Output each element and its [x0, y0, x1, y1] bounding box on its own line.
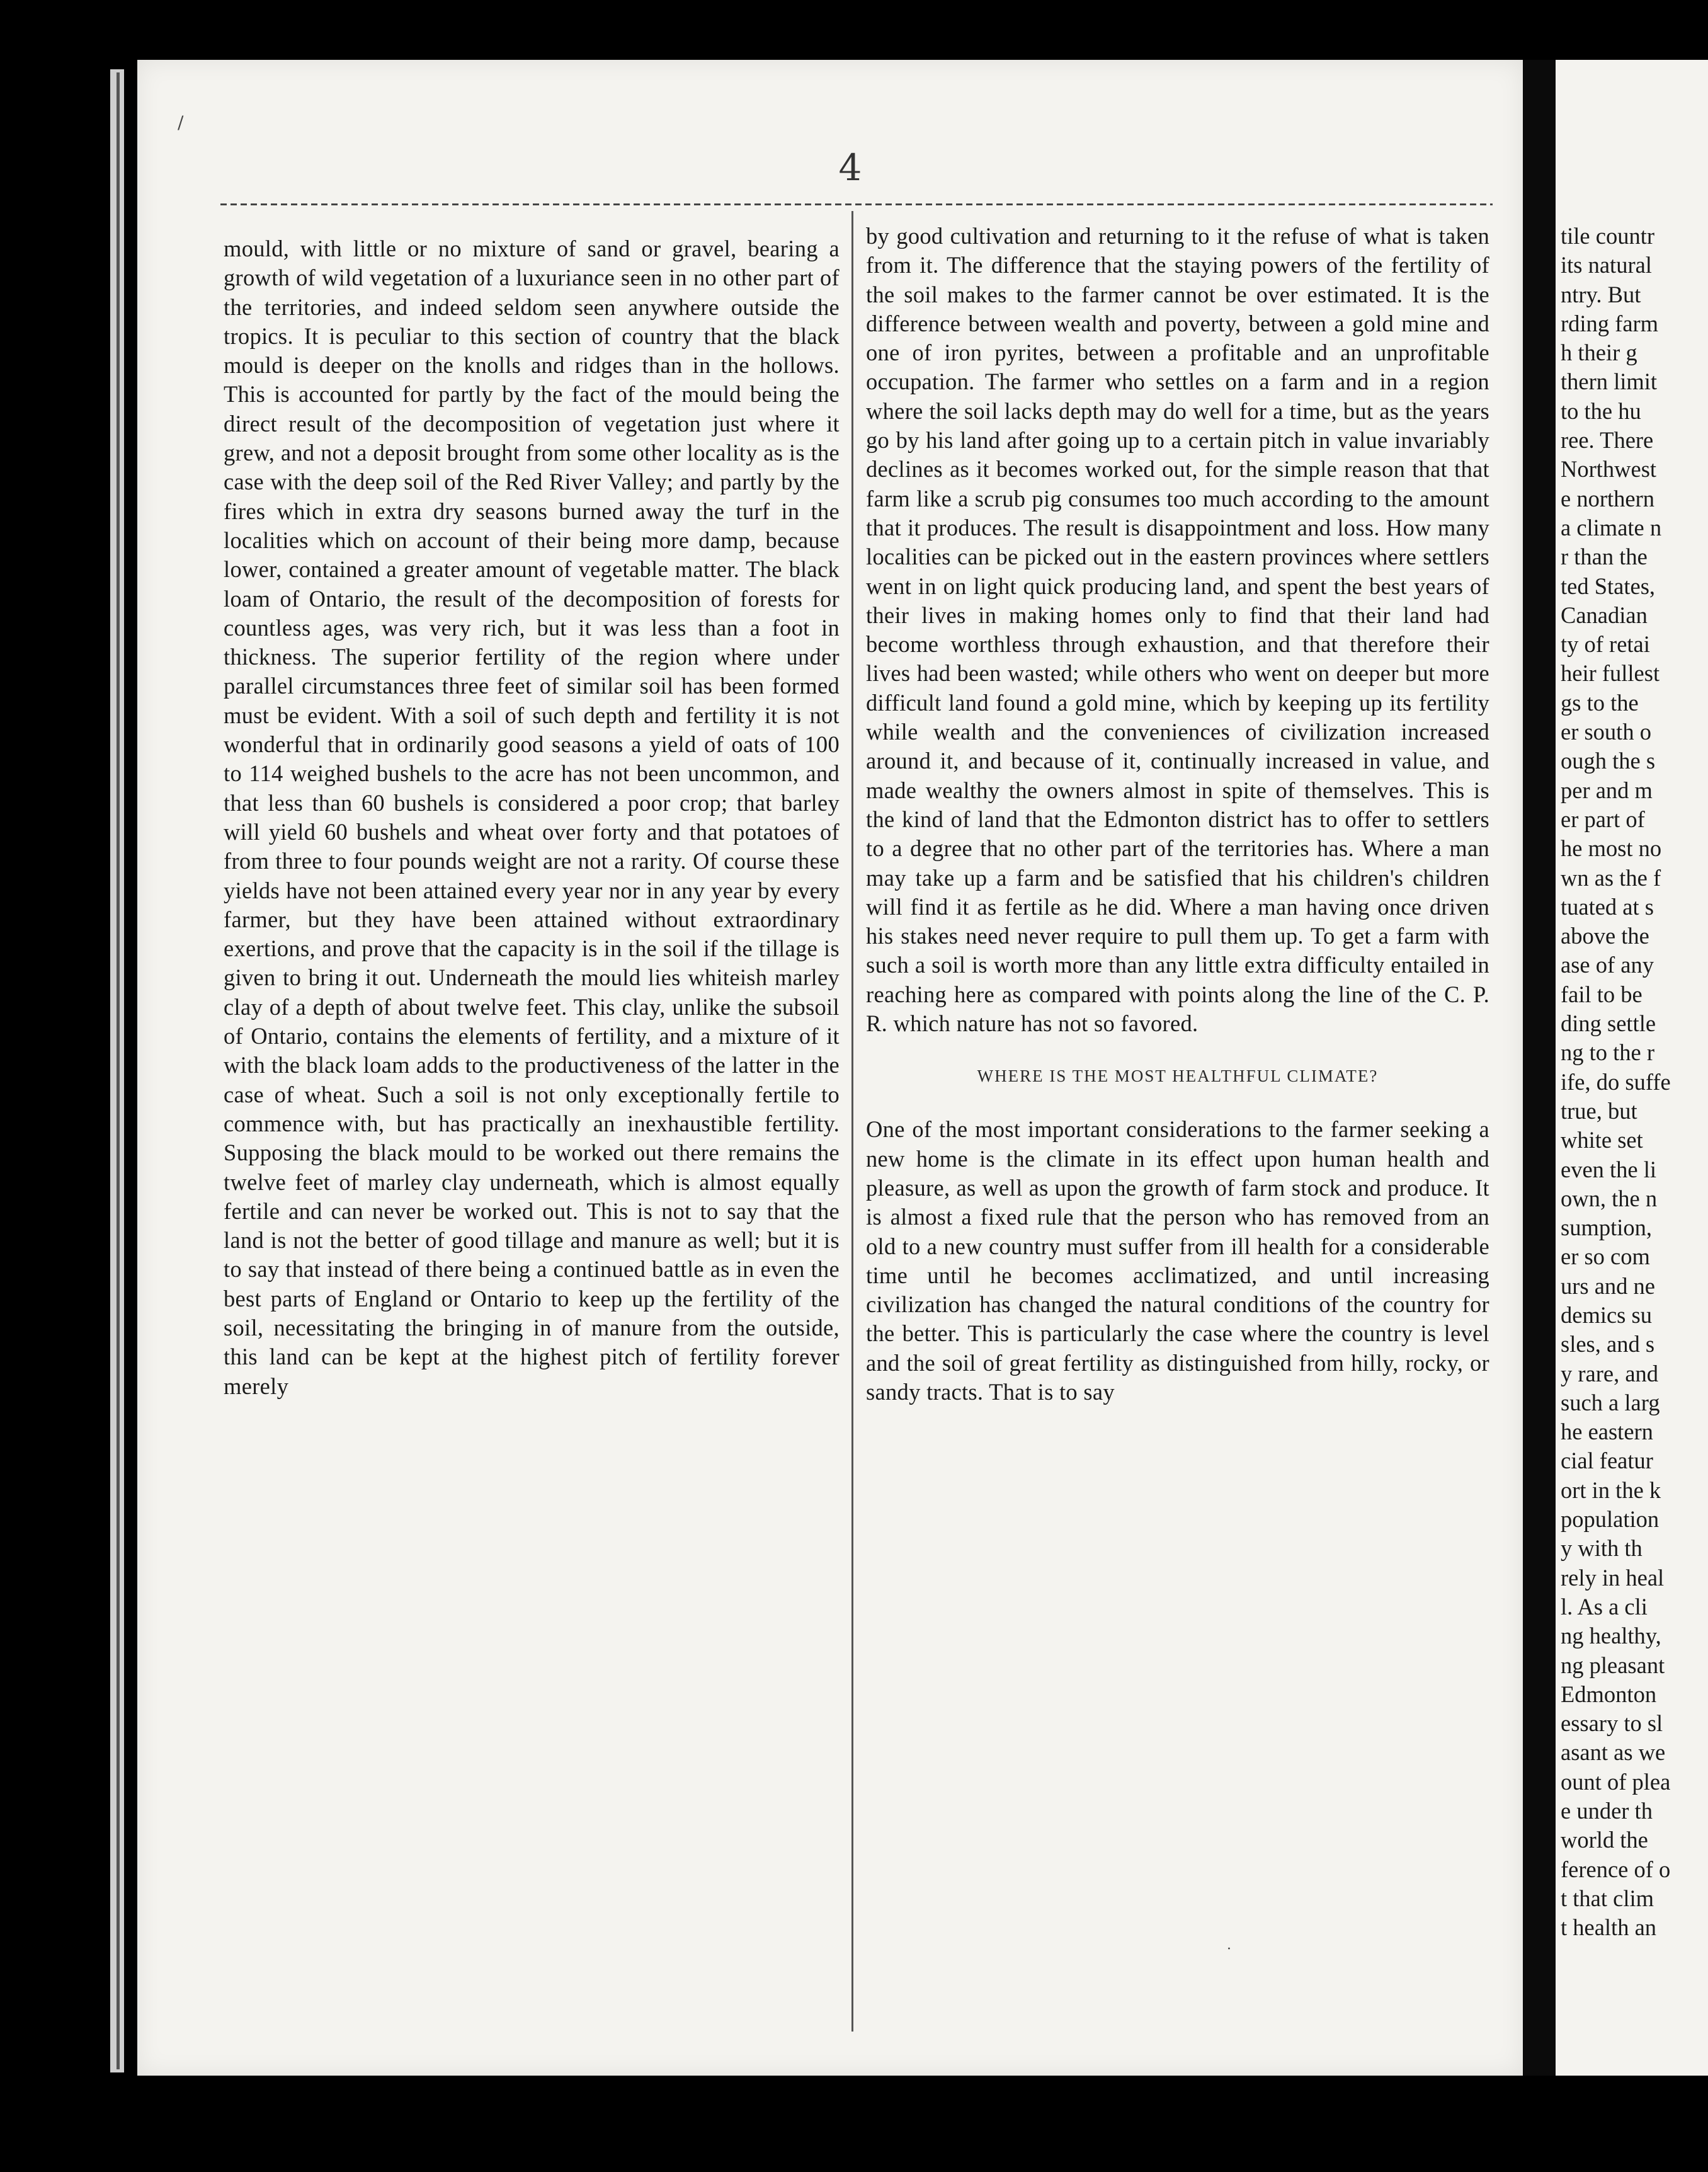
left-page-edge-shadow	[117, 72, 120, 2069]
adjacent-page-line: y with th	[1561, 1535, 1643, 1562]
adjacent-page-line: world the	[1561, 1827, 1648, 1853]
adjacent-page-line: er part of	[1561, 806, 1645, 832]
adjacent-page-line: a climate n	[1561, 514, 1662, 540]
adjacent-page-line: tuated at s	[1561, 893, 1654, 920]
adjacent-page-line: Northwest	[1561, 456, 1657, 483]
adjacent-page-line: Edmonton	[1561, 1681, 1657, 1707]
adjacent-page-line: h their g	[1561, 340, 1637, 366]
ink-mark: ·	[1227, 1941, 1231, 1957]
adjacent-page-line: er so com	[1561, 1243, 1650, 1270]
adjacent-page-line: sumption,	[1561, 1215, 1653, 1241]
left-text-column	[224, 234, 840, 1401]
adjacent-page-line: asant as we	[1561, 1739, 1666, 1766]
middle-text-column	[866, 222, 1489, 1407]
adjacent-page-line: ding settle	[1561, 1010, 1656, 1037]
adjacent-page-line: ng healthy,	[1561, 1623, 1661, 1649]
adjacent-page-line: cial featur	[1561, 1448, 1653, 1474]
adjacent-page-line: heir fullest	[1561, 660, 1660, 687]
binding-gutter	[1523, 60, 1556, 2076]
adjacent-page-line: sles, and s	[1561, 1331, 1655, 1358]
adjacent-page-line: ted States,	[1561, 573, 1656, 599]
adjacent-page-line: urs and ne	[1561, 1272, 1656, 1299]
column-divider	[851, 211, 853, 2032]
adjacent-page-line: thern limit	[1561, 369, 1658, 395]
adjacent-page-line: true, but	[1561, 1097, 1637, 1124]
adjacent-page-line: l. As a cli	[1561, 1593, 1648, 1620]
adjacent-page-line: t health an	[1561, 1914, 1657, 1941]
header-rule	[220, 203, 1493, 205]
adjacent-page-line: e northern	[1561, 485, 1654, 512]
adjacent-page-line: white set	[1561, 1127, 1643, 1153]
adjacent-page-line: ng to the r	[1561, 1039, 1655, 1066]
adjacent-page-line: rding farm	[1561, 310, 1659, 336]
ink-mark: /	[178, 112, 184, 133]
adjacent-page-text-fragments	[1561, 222, 1708, 1943]
adjacent-page-line: ount of plea	[1561, 1768, 1671, 1795]
adjacent-page-line: y rare, and	[1561, 1360, 1659, 1386]
adjacent-page-line: to the hu	[1561, 397, 1641, 424]
adjacent-page-line: ference of o	[1561, 1856, 1671, 1882]
adjacent-page-line: wn as the f	[1561, 864, 1661, 891]
left-column-paragraph: mould, with little or no mixture of sand or gravel, bearing a growth of wild vegetation of a luxuriance seen in no other part of the territories, and indeed seldom seen anywhere outside the tropics. It is peculiar to this section of country that the black mould is deeper on the knolls and ridges than in the hollows. This is accounted for partly by the fact of the mould being the direct result of the decomposition of vegetation just where it grew, and not a deposit brought from some other locality as is the case with the deep soil of the Red River Valley; and partly by the fires which in extra dry seasons burned away the turf in the localities which on account of their being more damp, because lower, contained a greater amount of vegetable matter. The black loam of Ontario, the result of the decomposition of forests for countless ages, was very rich, but it was less than a foot in thickness. The superior fertility of the region where under parallel circumstances three feet of similar soil has been formed must be evident. With a soil of such depth and fertility it is not wonderful that in ordinarily good seasons a yield of oats of 100 to 114 weighed bushels to the acre has not been uncommon, and that less than 60 bushels is considered a poor crop; that barley will yield 60 bushels and wheat over forty and that potatoes of from three to four pounds weight are not a rarity. Of course these yields have not been attained every year nor in any year by every farmer, but they have been attained without extraordinary exertions, and prove that the capacity is in the soil if the tillage is given to bring it out. Underneath the mould lies whiteish marley clay of a depth of about twelve feet. This clay, unlike the subsoil of Ontario, contains the elements of fertility, and a mixture of it with the black loam adds to the productiveness of the latter in the case of wheat. Such a soil is not only exceptionally fertile to commence with, but has practically an inexhaustible fertility. Supposing the black mould to be worked out there remains the twelve feet of marley clay underneath, which is almost equally fertile and can never be worked out. This is not to say that the land is not the better of good tillage and manure as well; but it is to say that instead of there being a continued battle as in even the best parts of England or Ontario to keep up the fertility of the soil, necessitating the bringing in of manure from the outside, this land can be kept at the highest pitch of fertility forever merely	[224, 236, 840, 1399]
adjacent-page-line: essary to sl	[1561, 1710, 1663, 1737]
adjacent-page-line: population	[1561, 1506, 1660, 1533]
adjacent-page-line: own, the n	[1561, 1185, 1658, 1211]
adjacent-page-line: ough the s	[1561, 748, 1656, 774]
adjacent-page-line: tile countr	[1561, 223, 1654, 249]
middle-column-paragraph: by good cultivation and returning to it the refuse of what is taken from it. The difference that the staying powers of the fertility of the soil makes to the farmer cannot be over estimated. It is the difference between wealth and poverty, between a gold mine and one of iron pyrites, between a profitable and an unprofitable occupation. The farmer who settles on a farm and in a region where the soil lacks depth may do well for a time, but as the years go by his land after going up to a certain pitch in value invariably declines as it becomes worked out, for the simple reason that that farm like a scrub pig consumes too much according to the amount that it produces. The result is disappointment and loss. How many localities can be picked out in the eastern provinces where settlers went in on light quick producing land, and spent the best years of their lives in making homes only to find that their land had become worthless through exhaustion, and that therefore their lives had been wasted; while others who went on deeper but more difficult land found a gold mine, which by keeping up its fertility while wealth and the conveniences of civilization increased around it, and because of it, continually increased in value, and made wealthy the owners almost in spite of themselves. This is the kind of land that the Edmonton district has to offer to settlers to a degree that no other part of the territories has. Where a man may take up a farm and be satisfied that his children's children will find it as fertile as he did. Where a man having once driven his stakes need never require to pull them up. To get a farm with such a soil is worth more than any little extra difficulty entailed in reaching here as compared with points along the line of the C. P. R. which nature has not so favored.	[866, 223, 1489, 1037]
section-paragraph: One of the most important considerations to the farmer seeking a new home is the climate in its effect upon human health and pleasure, as well as upon the growth of farm stock and produce. It is almost a fixed rule that the person who has removed from an old to a new country must suffer from ill health for a considerable time until he becomes acclimatized, and until increasing civilization has changed the natural conditions of the country for the better. This is particularly the case where the country is level and the soil of great fertility as distinguished from hilly, rocky, or sandy tracts. That is to say	[866, 1116, 1489, 1405]
adjacent-page-line: ort in the k	[1561, 1477, 1661, 1503]
section-heading: WHERE IS THE MOST HEALTHFUL CLIMATE?	[977, 1066, 1379, 1086]
adjacent-page-line: ree. There	[1561, 427, 1654, 454]
adjacent-page-line: above the	[1561, 923, 1649, 949]
adjacent-page-line: even the li	[1561, 1156, 1657, 1182]
adjacent-page-line: rely in heal	[1561, 1564, 1665, 1591]
adjacent-page-line: he most no	[1561, 835, 1662, 862]
adjacent-page-line: gs to the	[1561, 689, 1639, 716]
adjacent-page-line: ng pleasant	[1561, 1652, 1665, 1678]
adjacent-page-line: r than the	[1561, 544, 1648, 570]
page-number: 4	[838, 146, 862, 189]
adjacent-page-line: ntry. But	[1561, 281, 1641, 307]
adjacent-page-line: ife, do suffe	[1561, 1068, 1671, 1095]
adjacent-page-line: fail to be	[1561, 981, 1643, 1007]
adjacent-page-line: er south o	[1561, 719, 1651, 745]
adjacent-page-line: its natural	[1561, 252, 1652, 278]
adjacent-page-line: per and m	[1561, 777, 1653, 803]
adjacent-page-line: ase of any	[1561, 952, 1654, 978]
adjacent-page-line: e under th	[1561, 1798, 1653, 1824]
adjacent-page-line: demics su	[1561, 1301, 1652, 1328]
adjacent-page-line: ty of retai	[1561, 631, 1650, 658]
adjacent-page-line: Canadian	[1561, 602, 1648, 628]
adjacent-page-line: he eastern	[1561, 1419, 1653, 1445]
adjacent-page-line: such a larg	[1561, 1389, 1660, 1415]
adjacent-page-line: t that clim	[1561, 1885, 1654, 1911]
